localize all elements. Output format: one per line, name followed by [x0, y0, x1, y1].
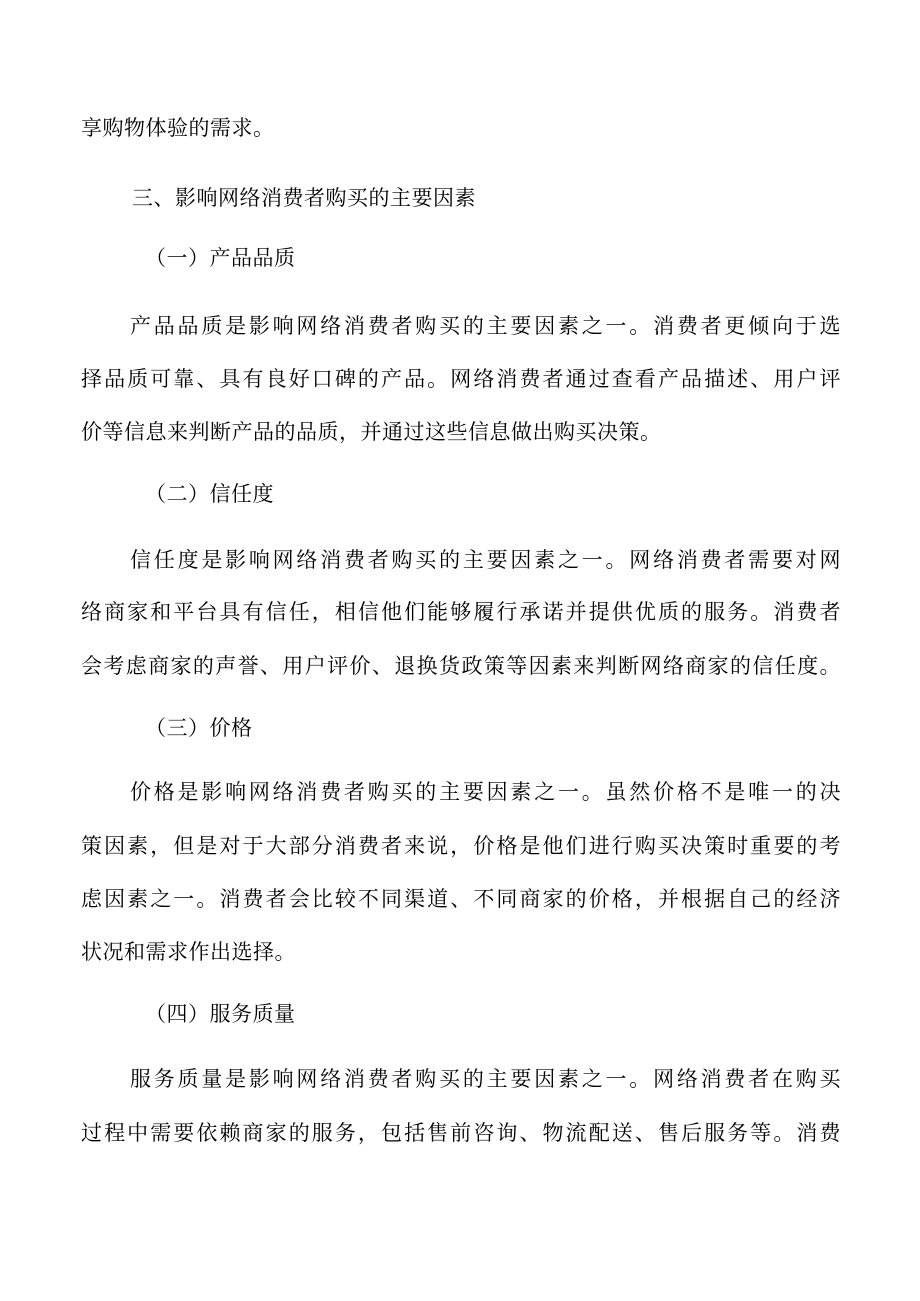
subsection-heading-quality: （一）产品品质 [145, 246, 296, 270]
subsection-heading-price: （三）价格 [145, 716, 253, 740]
paragraph-line: 服务质量是影响网络消费者购买的主要因素之一。网络消费者在购买 [130, 1067, 841, 1091]
paragraph-line: 产品品质是影响网络消费者购买的主要因素之一。消费者更倾向于选 [130, 314, 841, 338]
subsection-heading-service: （四）服务质量 [145, 1002, 296, 1026]
paragraph-line: 过程中需要依赖商家的服务，包括售前咨询、物流配送、售后服务等。消费 [81, 1121, 841, 1145]
paragraph-line: 状况和需求作出选择。 [81, 940, 296, 964]
paragraph-line: 价格是影响网络消费者购买的主要因素之一。虽然价格不是唯一的决 [130, 780, 841, 804]
paragraph-line: 择品质可靠、具有良好口碑的产品。网络消费者通过查看产品描述、用户评 [81, 367, 841, 391]
paragraph-line: 信任度是影响网络消费者购买的主要因素之一。网络消费者需要对网 [130, 548, 841, 572]
section-heading: 三、影响网络消费者购买的主要因素 [132, 186, 476, 210]
paragraph-line: 会考虑商家的声誉、用户评价、退换货政策等因素来判断网络商家的信任度。 [81, 654, 841, 678]
paragraph-line: 享购物体验的需求。 [81, 116, 275, 140]
paragraph-line: 虑因素之一。消费者会比较不同渠道、不同商家的价格，并根据自己的经济 [81, 887, 841, 911]
paragraph-line: 策因素，但是对于大部分消费者来说，价格是他们进行购买决策时重要的考 [81, 834, 841, 858]
paragraph-line: 络商家和平台具有信任，相信他们能够履行承诺并提供优质的服务。消费者 [81, 600, 841, 624]
paragraph-line: 价等信息来判断产品的品质，并通过这些信息做出购买决策。 [81, 420, 662, 444]
subsection-heading-trust: （二）信任度 [145, 482, 274, 506]
